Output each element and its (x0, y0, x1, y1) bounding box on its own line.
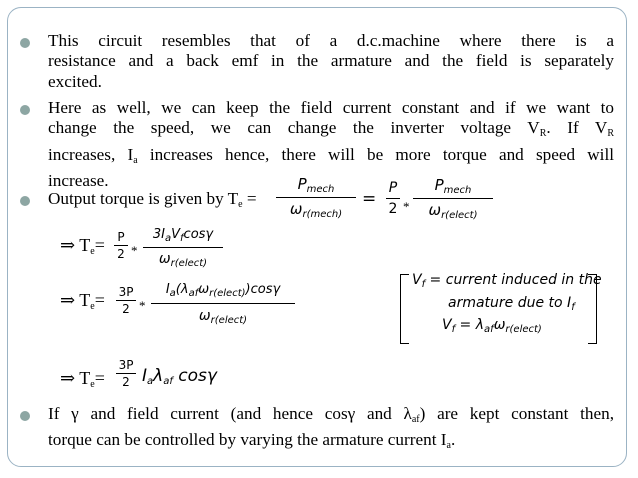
eq1-star: * (131, 243, 138, 258)
bullet-1-line-2: resistance and a back emf in the armature and the field is separately (48, 51, 614, 71)
bullet-dot-1 (20, 38, 30, 48)
pmech-p-2: P (434, 176, 444, 194)
bullet-2-line-1: Here as well, we can keep the field current constant and if we want to (48, 98, 614, 117)
pmech-p: P (297, 175, 307, 193)
omega-mech-sub: r(mech) (302, 209, 343, 220)
bullet-1-line-3: excited. (48, 71, 102, 91)
eq2-arrow: ⇒ T (60, 290, 91, 310)
eq3-two: 2 (122, 375, 130, 389)
bullet-text-1 (48, 31, 614, 92)
eq2-num-lambda: (λ (175, 282, 189, 297)
eq2-den: ω (198, 308, 211, 324)
eq3-rhs (142, 366, 217, 387)
left-bracket (400, 274, 409, 344)
eq1-den: ω (158, 251, 171, 267)
bullet-2-line-3 (48, 145, 614, 171)
eq2-num-a: a (169, 288, 176, 299)
note-line3-eq: = λ (455, 317, 485, 333)
eq3-arrow: ⇒ T (60, 368, 91, 388)
eq1-equals: = (94, 235, 105, 255)
pmech-sub: mech (306, 184, 335, 195)
eq2-star: * (139, 298, 146, 313)
p-over-2 (386, 180, 400, 217)
note-line-1 (412, 272, 602, 290)
bullet-2-line-3-text: increases, I (48, 144, 134, 164)
bullet-dot-3 (20, 196, 30, 206)
eq3-equals: = (94, 368, 105, 388)
note-line3-v: V (442, 317, 452, 333)
eq1-den-sub: r(elect) (170, 258, 208, 269)
fraction-bar (143, 247, 223, 248)
eq1-num-a: a (164, 233, 172, 244)
te-subscript: e (238, 199, 243, 210)
bullet-4-mid: ) are kept constant then, (419, 404, 614, 423)
note-line3-af: af (484, 324, 494, 335)
pmech-sub-2: mech (443, 185, 472, 196)
eq1-num: 3I (152, 227, 165, 242)
output-torque-lead (48, 189, 257, 210)
note-v-sub: f (421, 279, 426, 290)
bullet-2-line-2-text: change the speed, we can change the inverter voltage V (48, 118, 540, 138)
fraction-bar (116, 300, 136, 301)
eq2-two: 2 (122, 302, 130, 316)
equation-1-lhs (60, 235, 105, 257)
fraction-bar (151, 303, 295, 304)
eq1-two: 2 (117, 247, 125, 261)
bullet-dot-4 (20, 411, 30, 421)
fraction-bar (114, 245, 128, 246)
bullet-2-line-4: increase. (48, 171, 109, 191)
eq2-num-wsub: r(elect) (209, 288, 246, 299)
vr-subscript: R (539, 128, 547, 140)
bullet-2-if-text: . If V (546, 118, 608, 138)
fraction-bar (276, 197, 356, 198)
note-line3-wsub: r(elect) (505, 324, 542, 335)
eq2-num: I (165, 282, 170, 297)
note-line-2 (448, 295, 575, 313)
eq1-p-over-2 (114, 230, 128, 261)
bullet-text-4 (48, 404, 614, 457)
torque-fraction-mech (276, 175, 356, 220)
note-v: V (412, 272, 422, 288)
eq2-fraction (151, 282, 295, 326)
eq1-num-cos: cosγ (183, 227, 214, 242)
eq1-sub: e (90, 246, 95, 257)
omega-mech: ω (289, 200, 303, 218)
equals-sign-2: = (362, 189, 377, 209)
equation-3-lhs (60, 368, 105, 390)
omega-elect-sub: r(elect) (441, 210, 478, 221)
eq3-lambda-sub: af (163, 376, 173, 387)
eq1-fraction (143, 227, 223, 269)
output-torque-text: Output torque is given by T (48, 189, 239, 208)
eq2-num-w: ω (198, 282, 210, 297)
bullet-4-line-1 (48, 404, 614, 430)
fraction-bar (116, 373, 136, 374)
two-den: 2 (388, 201, 398, 217)
eq3-i-sub: a (147, 376, 154, 387)
bullet-2-line-3-rest: increases hence, there will be more torque and speed will (137, 144, 614, 164)
eq3-i: I (142, 366, 148, 386)
eq2-num-af: af (188, 288, 199, 299)
equals-sign-1: = (246, 189, 257, 208)
eq3-lambda: λ (153, 366, 164, 386)
note-line2-text: armature due to I (448, 295, 572, 311)
star-1: * (403, 199, 410, 214)
bullet-4-line2-text: torque can be controlled by varying the armature current I (48, 430, 447, 450)
bullet-4-ia-sub: a (446, 440, 451, 452)
note-line-3 (442, 317, 542, 335)
bullet-4-line-2 (48, 430, 614, 456)
omega-elect: ω (428, 201, 442, 219)
note-line2-sub: f (571, 302, 575, 313)
eq1-num-f: f (180, 233, 184, 244)
eq1-num-v: V (171, 227, 181, 242)
bullet-4-end: . (450, 430, 456, 450)
vr-subscript-2: R (607, 128, 614, 140)
p-num: P (388, 180, 398, 196)
equation-2-lhs (60, 290, 105, 312)
ia-subscript: a (133, 154, 138, 166)
eq2-equals: = (94, 290, 105, 310)
bullet-1-line-1: This circuit resembles that of a d.c.machine where there is a (48, 31, 614, 50)
eq2-num-cos: )cosγ (245, 282, 281, 297)
bullet-2-line-2 (48, 118, 614, 144)
eq3-cos: cosγ (178, 366, 217, 386)
eq3-sub: e (90, 379, 95, 390)
torque-fraction-elect (413, 176, 493, 221)
eq3-p: 3P (118, 358, 134, 372)
bullet-4-start: If γ and field current (and hence cosγ and λ (48, 404, 412, 423)
eq2-3p-over-2 (116, 285, 136, 316)
note-line1-text: = current induced in the (425, 272, 602, 288)
eq1-arrow: ⇒ T (60, 235, 91, 255)
eq2-p: 3P (118, 285, 134, 299)
eq2-den-sub: r(elect) (210, 315, 248, 326)
bullet-dot-2 (20, 105, 30, 115)
bullet-4-af: af (411, 414, 420, 425)
fraction-bar (413, 198, 493, 199)
note-line3-sub: f (451, 324, 456, 335)
eq3-3p-over-2 (116, 358, 136, 389)
note-line3-w: ω (493, 317, 506, 333)
eq1-p: P (117, 230, 125, 244)
fraction-bar (386, 198, 400, 199)
eq2-sub: e (90, 301, 95, 312)
